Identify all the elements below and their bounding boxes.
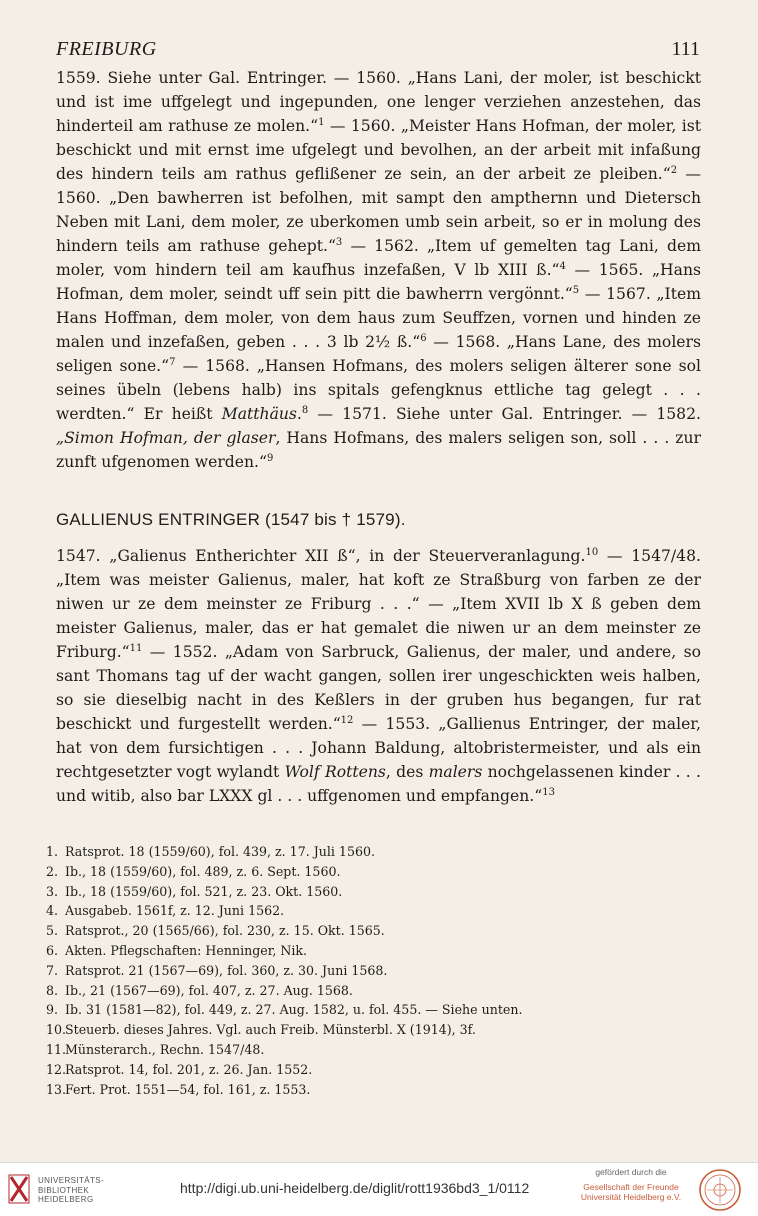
permalink-url[interactable]: http://digi.ub.uni-heidelberg.de/diglit/rott1936bd3_1/0112: [180, 1180, 530, 1196]
entry-entringer-text: [56, 544, 701, 808]
footnote: 7. Ratsprot. 21 (1567—69), fol. 360, z. 30. Juni 1568.: [46, 962, 388, 978]
footnote: 11.Münsterarch., Rechn. 1547/48.: [46, 1041, 265, 1057]
paragraph: 1547. „Galienus Entherichter XII ß“, in der Steuerveranlagung.$^{10}$ — 1547/48. „Item was meister Galienus, maler, hat koft ze Straßburg von farben ze der niwen ur ze dem meinster ze Friburg . . .“ — „Item XVII lb X ß geben dem meister Galienus, maler, das er hat gemalet die niwen ur an dem meinster ze Friburg.“$^{11}$ — 1552. „Adam von Sarbruck, Galienus, der maler, und andere, so sant Thomans tag uf der wacht gangen, sollen irer ungeschickten weis halben, so sie dieselbig nacht in des Keßlers in der gruben hus begangen, fur rat beschickt und furgestellt werden.“$^{12}$ — 1553. „Gallienus Entringer, der maler, hat von dem fursichtigen . . . Johann Baldung, altobristermeister, und als ein rechtgesetzter vogt wylandt Wolf Rottens, des malers nochgelassenen kinder . . . und witib, also bar LXXX gl . . . uffgenomen und empfangen.“$^{13}$: [56, 546, 701, 805]
page-number: 111: [671, 38, 700, 60]
footer-bar: [0, 1162, 758, 1216]
footnote: 12.Ratsprot. 14, fol. 201, z. 26. Jan. 1552.: [46, 1061, 313, 1077]
footnote: 1. Ratsprot. 18 (1559/60), fol. 439, z. 17. Juli 1560.: [46, 844, 375, 859]
footnote: 10.Steuerb. dieses Jahres. Vgl. auch Freib. Münsterbl. X (1914), 3f.: [46, 1022, 476, 1038]
footnotes-list: [46, 842, 706, 1099]
footnote: 13.Fert. Prot. 1551—54, fol. 161, z. 1553.: [46, 1081, 311, 1097]
footnote: 3. Ib., 18 (1559/60), fol. 521, z. 23. Okt. 1560.: [46, 883, 343, 899]
section-heading: GALLIENUS ENTRINGER (1547 bis † 1579).: [56, 510, 406, 529]
footnote: 5. Ratsprot., 20 (1565/66), fol. 230, z. 15. Okt. 1565.: [46, 923, 385, 939]
footnote: 4. Ausgabeb. 1561f, z. 12. Juni 1562.: [46, 903, 285, 919]
footnote: 8. Ib., 21 (1567—69), fol. 407, z. 27. Aug. 1568.: [46, 982, 353, 998]
footnote: 9. Ib. 31 (1581—82), fol. 449, z. 27. Aug. 1582, u. fol. 455. — Siehe unten.: [46, 1002, 523, 1018]
footnote: 2. Ib., 18 (1559/60), fol. 489, z. 6. Sept. 1560.: [46, 863, 341, 879]
university-library-name: UNIVERSITÄTS- BIBLIOTHEK HEIDELBERG: [38, 1176, 105, 1204]
footnote: 6. Akten. Pflegschaften: Henninger, Nik.: [46, 942, 308, 958]
paragraph: 1559. Siehe unter Gal. Entringer. — 1560. „Hans Lani, der moler, ist beschickt und ist ime uffgelegt und ingepunden, one lenger verziehen anzestehen, das hinderteil am rathuse ze molen.“$^1$ — 1560. „Meister Hans Hofman, der moler, ist beschickt und mit ernst ime ufgelegt und bevolhen, an der arbeit mit infaßung des hindern teils am rathus geflißener ze sein, an der arbeit ze pleiben.“$^2$ — 1560. „Den bawherren ist befolhen, mit sampt den ampthernn und Dietersch Neben mit Lani, dem moler, ze uberkomen umb sein arbeit, so er in molung des hindern teils am rathuse gehept.“$^3$ — 1562. „Item uf gemelten tag Lani, dem moler, vom hindern teil am kaufhus inzefaßen, V lb XIII ß.“$^4$ — 1565. „Hans Hofman, dem moler, seindt uff sein pitt die bawherrn vergönnt.“$^5$ — 1567. „Item Hans Hoffman, dem moler, von dem haus zum Seuffzen, vornen und hinden ze malen und inzefaßen, geben . . . 3 lb 2½ ß.“$^6$ — 1568. „Hans Lane, des molers seligen sone.“$^7$ — 1568. „Hansen Hofmans, des molers seligen älterer sone sol seines übeln (lebens halb) ins spitals gefengknus ettliche tag gelegt . . . werdten.“ Er heißt Matthäus.$^8$ — 1571. Siehe unter Gal. Entringer. — 1582. „Simon Hofman, der glaser, Hans Hofmans, des malers seligen son, soll . . . zur zunft ufgenomen werden.“$^9$: [56, 69, 701, 471]
university-seal-icon: [698, 1168, 742, 1212]
entry-hofman-text: [56, 66, 701, 474]
running-title: FREIBURG: [56, 38, 157, 60]
university-library-logo-icon: [8, 1173, 30, 1205]
sponsor-credit: gefördert durch die Gesellschaft der Freunde Universität Heidelberg e.V.: [580, 1167, 682, 1202]
running-head: [56, 38, 700, 64]
